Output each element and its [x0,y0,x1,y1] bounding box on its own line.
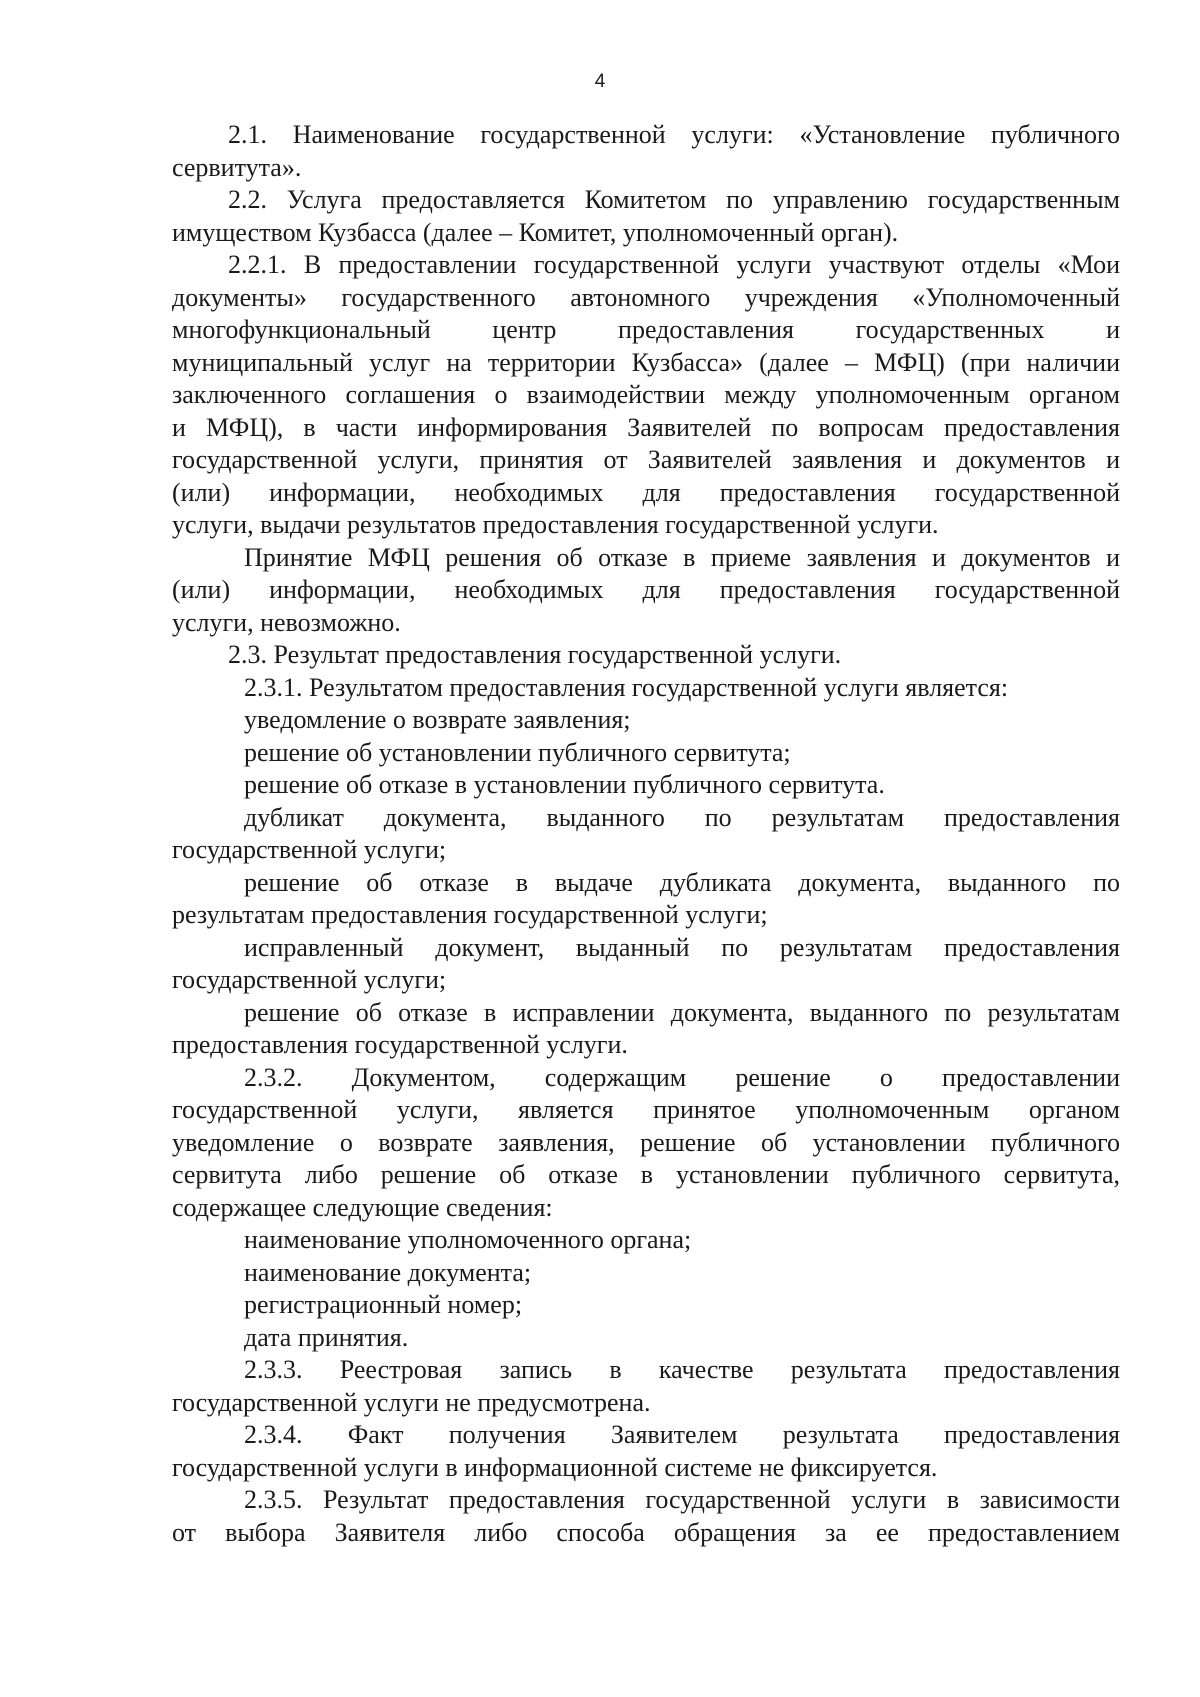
text-line: предоставления государственной услуги. [172,1030,628,1059]
page-number: 4 [594,71,606,92]
text-line: решение об отказе в установлении публичного сервитута. [244,770,885,799]
text-line: документы» государственного автономного учреждения «Уполномоченный [172,282,1120,312]
text-line: государственной услуги; [172,965,447,994]
text-line: решение об отказе в выдаче дубликата документа, выданного по [244,867,1120,897]
text-line: наименование документа; [244,1257,532,1287]
text-line: 2.2.1. В предоставлении государственной услуги участвуют отделы «Мои [228,250,1120,279]
text-line: 2.3.2. Документом, содержащим решение о предоставлении [244,1062,1120,1092]
text-line: государственной услуги; [172,835,447,864]
text-line: дата принятия. [244,1322,409,1352]
text-line: исправленный документ, выданный по результатам предоставления [244,932,1120,962]
text-line: государственной услуги, принятия от Заявителей заявления и документов и [172,445,1120,474]
text-line: государственной услуги в информационной системе не фиксируется. [172,1452,938,1482]
text-line: 2.3.4. Факт получения Заявителем результата предоставления [244,1420,1120,1449]
text-line: наименование уполномоченного органа; [244,1225,692,1254]
text-line: дубликат документа, выданного по результатам предоставления [244,802,1120,832]
text-line: 2.3.1. Результатом предоставления государственной услуги является: [244,672,1009,702]
text-line: 2.3.3. Реестровая запись в качестве результата предоставления [244,1355,1120,1384]
text-line: муниципальный услуг на территории Кузбасса» (далее – МФЦ) (при наличии [172,347,1120,377]
text-line: многофункциональный центр предоставления государственных и [172,315,1120,344]
text-line: решение об установлении публичного сервитута; [244,737,791,767]
text-line: 2.3.5. Результат предоставления государственной услуги в зависимости [244,1485,1120,1514]
text-line: государственной услуги, является принятое уполномоченным органом [172,1095,1120,1124]
text-line: услуги, выдачи результатов предоставления государственной услуги. [172,510,939,539]
text-line: регистрационный номер; [244,1290,523,1319]
text-line: от выбора Заявителя либо способа обращения за ее предоставлением [172,1517,1120,1547]
text-line: 2.2. Услуга предоставляется Комитетом по управлению государственным [228,185,1120,214]
text-line: результатам предоставления государственной услуги; [172,900,768,929]
text-line: Принятие МФЦ решения об отказе в приеме заявления и документов и [244,542,1120,572]
text-line: содержащее следующие сведения: [172,1192,553,1222]
text-line: уведомление о возврате заявления; [244,705,631,734]
text-line: 2.3. Результат предоставления государственной услуги. [228,640,842,669]
document-body [172,119,1120,1549]
text-line: имуществом Кузбасса (далее – Комитет, уполномоченный орган). [172,217,899,247]
text-line: 2.1. Наименование государственной услуги: «Установление публичного [228,120,1120,149]
text-line: заключенного соглашения о взаимодействии между уполномоченным органом [172,380,1120,409]
text-line: решение об отказе в исправлении документа, выданного по результатам [244,997,1120,1027]
text-line: сервитута». [172,152,302,182]
text-line: и МФЦ), в части информирования Заявителей по вопросам предоставления [172,412,1120,442]
text-line: услуги, невозможно. [172,607,401,637]
text-line: (или) информации, необходимых для предоставления государственной [172,477,1120,507]
text-line: (или) информации, необходимых для предоставления государственной [172,575,1120,604]
text-line: государственной услуги не предусмотрена. [172,1387,651,1417]
text-line: уведомление о возврате заявления, решение об установлении публичного [172,1127,1120,1157]
text-line: сервитута либо решение об отказе в установлении публичного сервитута, [172,1160,1120,1189]
